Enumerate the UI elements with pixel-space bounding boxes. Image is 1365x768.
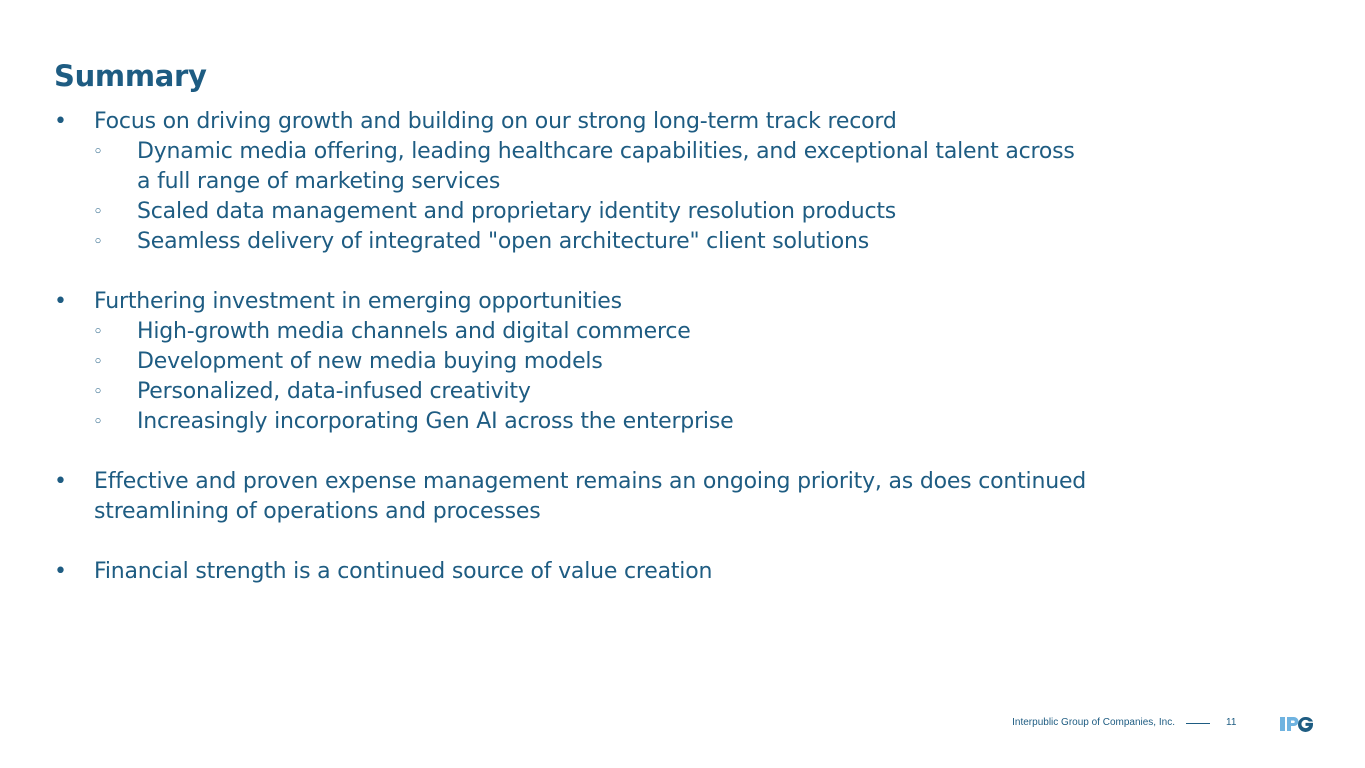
slide-title: Summary [54,59,207,93]
bullet-item [54,287,1234,437]
bullet-text-line: Effective and proven expense management remains an ongoing priority, as does continued [94,469,1087,494]
sub-bullet-marker: ◦ [93,202,103,222]
sub-bullet-text-line: Development of new media buying models [137,349,603,374]
sub-bullet-text [54,347,1234,377]
sub-bullet-marker: ◦ [93,412,103,432]
footer [0,712,1365,738]
sub-bullet-text [54,377,1234,407]
sub-bullet-text [54,407,1234,437]
sub-bullet-text-line: a full range of marketing services [137,169,501,194]
sub-bullet-text [54,167,1234,197]
sub-bullet-text-line: Seamless delivery of integrated "open architecture" client solutions [137,229,869,254]
sub-bullet-marker: ◦ [93,382,103,402]
bullet-marker: • [54,289,67,314]
bullet-marker: • [54,469,67,494]
sub-bullet-text [54,137,1234,167]
bullet-item [54,557,1234,587]
bullet-text [54,467,1234,497]
bullet-item [54,107,1234,257]
bullet-text [54,107,1234,137]
bullet-text [54,287,1234,317]
bullet-text-line: Focus on driving growth and building on our strong long-term track record [94,109,897,134]
sub-bullet-text-line: Scaled data management and proprietary identity resolution products [137,199,897,224]
sub-bullet-marker: ◦ [93,352,103,372]
bullet-text-line: Financial strength is a continued source of value creation [94,559,713,584]
sub-bullet-text [54,317,1234,347]
bullet-text [54,557,1234,587]
sub-bullet-marker: ◦ [93,232,103,252]
sub-bullet-text-line: Increasingly incorporating Gen AI across the enterprise [137,409,734,434]
sub-bullet-text-line: Dynamic media offering, leading healthcare capabilities, and exceptional talent across [137,139,1075,164]
sub-bullet-text-line: Personalized, data-infused creativity [137,379,531,404]
sub-bullet-text-line: High-growth media channels and digital commerce [137,319,691,344]
sub-bullet-text [54,197,1234,227]
sub-bullet-marker: ◦ [93,142,103,162]
bullet-item [54,467,1234,527]
footer-company-name: Interpublic Group of Companies, Inc. [1012,717,1175,728]
bullet-text-line: Furthering investment in emerging opportunities [94,289,622,314]
bullet-marker: • [54,559,67,584]
bullet-text-line: streamlining of operations and processes [94,499,541,524]
bullet-list [54,107,1234,617]
sub-bullet-text [54,227,1234,257]
page-number: 11 [1226,717,1237,728]
bullet-text [54,497,1234,527]
bullet-marker: • [54,109,67,134]
ipg-logo-icon [1280,715,1314,733]
footer-divider [1186,723,1210,724]
sub-bullet-marker: ◦ [93,322,103,342]
